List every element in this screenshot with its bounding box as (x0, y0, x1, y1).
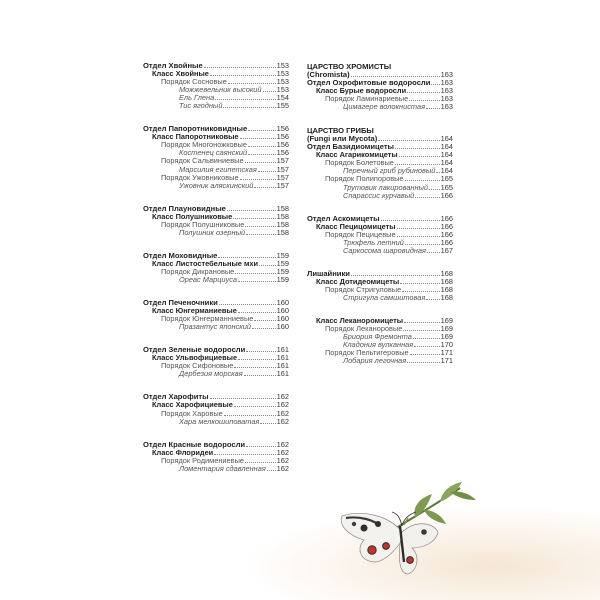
page-number: 157 (276, 164, 289, 174)
page-number: 161 (276, 345, 289, 355)
dot-leader (215, 94, 275, 100)
dot-leader (351, 71, 440, 77)
page-number: 166 (440, 237, 453, 247)
toc-entry-title: Класс Харофициевые (152, 400, 233, 410)
dot-leader (234, 362, 275, 368)
page-number: 157 (276, 172, 289, 182)
dot-leader (400, 278, 440, 284)
toc-section (143, 393, 289, 425)
dot-leader (246, 346, 275, 352)
toc-entry-title: Порядок Родимениевые (161, 455, 245, 465)
dot-leader (429, 184, 440, 190)
page-number: 164 (440, 142, 453, 152)
toc-entry-title: Ломентария сдавленная (179, 463, 266, 473)
page-number: 165 (440, 182, 453, 192)
toc-entry-title: Порядок Сифоновые (161, 361, 234, 371)
toc-section (307, 270, 453, 302)
toc-entry-title: Класс Агарикомицеты (316, 150, 398, 160)
dot-leader (397, 231, 440, 237)
toc-entry-title: Ужовник аляскинский (179, 180, 254, 190)
toc-entry[interactable] (143, 418, 289, 426)
dot-leader (214, 449, 275, 455)
toc-entry-title: Порядок Ламинариевые (325, 94, 409, 104)
toc-section (143, 252, 289, 284)
toc-entry[interactable] (143, 102, 289, 110)
page-number: 167 (440, 245, 453, 255)
page-number: 166 (440, 213, 453, 223)
page-number: 171 (440, 348, 453, 358)
toc-entry-title: Отдел Печеночники (143, 298, 218, 308)
dot-leader (395, 143, 440, 149)
toc-section (307, 317, 453, 365)
dot-leader (210, 70, 276, 76)
toc-entry-title: Порядок Харовые (161, 408, 223, 418)
page-number: 154 (276, 93, 289, 103)
dot-leader (351, 270, 440, 276)
dot-leader (254, 182, 275, 188)
page-number: 164 (440, 158, 453, 168)
page-number: 160 (276, 298, 289, 308)
toc-entry[interactable] (143, 323, 289, 331)
toc-column-right (307, 62, 453, 380)
toc-entry-title: Порядок Пецицевые (325, 229, 396, 239)
toc-entry-title: Отдел Плауновидные (143, 203, 226, 213)
toc-entry[interactable] (143, 229, 289, 237)
toc-entry-title: Класс Листостебельные мхи (152, 258, 259, 268)
toc-entry-title: Отдел Аскомицеты (307, 213, 380, 223)
toc-entry[interactable] (143, 276, 289, 284)
toc-entry-title: Отдел Базидиомицеты (307, 142, 395, 152)
toc-entry-title: Класс Пецицомицеты (316, 221, 396, 231)
page-number: 162 (276, 455, 289, 465)
toc-entry-title: Отдел Охрофитовые водоросли (307, 78, 431, 88)
toc-entry-title: Порядок Полипоровые (325, 174, 404, 184)
dot-leader (259, 260, 276, 266)
dot-leader (240, 133, 276, 139)
page-number: 162 (276, 416, 289, 426)
toc-entry-title: Отдел Папоротниковидные (143, 124, 248, 134)
dot-leader (234, 401, 276, 407)
dot-leader (427, 247, 440, 253)
page-number: 161 (276, 369, 289, 379)
toc-entry-title: Костенец саянский (179, 148, 248, 158)
page-number: 159 (276, 274, 289, 284)
page-number: 158 (276, 211, 289, 221)
dot-leader (204, 62, 276, 68)
dot-leader (218, 252, 275, 258)
dot-leader (245, 457, 276, 463)
toc-entry-title: Отдел Хвойные (143, 61, 203, 70)
kingdom-heading: ЦАРСТВО ХРОМИСТЫ (307, 62, 392, 71)
dot-leader (246, 229, 276, 235)
dot-leader (409, 95, 439, 101)
page-number: 168 (440, 276, 453, 286)
toc-entry-title: Тис ягодный (179, 101, 223, 111)
toc-entry[interactable] (307, 357, 453, 365)
dot-leader (224, 410, 276, 416)
toc-entry-title: Порядок Многоножковые (161, 140, 247, 150)
toc-entry-title: Порядок Полушниковые (161, 219, 245, 229)
dot-leader (238, 307, 276, 313)
dot-leader (415, 192, 439, 198)
toc-section (143, 125, 289, 189)
toc-entry-title: Бриория Фремонта (343, 332, 412, 342)
dot-leader (436, 167, 439, 173)
toc-section (143, 205, 289, 237)
toc-entry-title: Порядок Дикрановые (161, 266, 235, 276)
toc-entry-title: Лишайники (307, 268, 350, 278)
toc-section (143, 441, 289, 473)
page-number: 163 (440, 78, 453, 88)
toc-entry-title: Ореас Марциуса (179, 274, 238, 284)
toc-entry-title: (Fungi или Mycota) (307, 134, 378, 144)
page-number: 169 (440, 316, 453, 326)
toc-entry[interactable] (307, 103, 453, 111)
butterfly-illustration (320, 470, 480, 590)
page-number: 166 (440, 229, 453, 239)
page-number: 163 (440, 86, 453, 96)
toc-entry[interactable] (143, 465, 289, 473)
page-number: 153 (276, 77, 289, 87)
toc-entry-title: Саркосома шаровидная (343, 245, 426, 255)
toc-entry[interactable] (143, 370, 289, 378)
toc-entry-title: Порядок Леканоровые (325, 324, 403, 334)
dot-leader (244, 370, 276, 376)
dot-leader (405, 175, 440, 181)
page-number: 156 (276, 140, 289, 150)
toc-entry-title: Ель Глена (179, 93, 215, 103)
page-number: 171 (440, 356, 453, 366)
dot-leader (227, 205, 276, 211)
page-number: 168 (440, 292, 453, 302)
toc-entry-title: Класс Флоридеи (152, 447, 214, 457)
dot-leader (378, 135, 439, 141)
dot-leader (252, 323, 276, 329)
toc-entry-title: Порядок Стригуловые (325, 284, 402, 294)
dot-leader (395, 159, 440, 165)
page-number: 162 (276, 400, 289, 410)
toc-section (307, 215, 453, 255)
page-number: 159 (276, 258, 289, 268)
dot-leader (402, 286, 439, 292)
dot-leader (258, 166, 276, 172)
toc-entry-title: Класс Папоротниковые (152, 132, 239, 142)
page-number: 156 (276, 148, 289, 158)
dot-leader (263, 86, 276, 92)
toc-entry-title: Класс Юнгерманиевые (152, 306, 237, 316)
toc-section (143, 346, 289, 378)
page-number: 157 (276, 180, 289, 190)
dot-leader (426, 294, 439, 300)
dot-leader (407, 357, 439, 363)
page-number: 163 (440, 94, 453, 104)
toc-entry[interactable] (307, 247, 453, 255)
dot-leader (248, 149, 276, 155)
page-number: 168 (440, 268, 453, 278)
toc-entry-title: Цимагере волокнистая (343, 102, 426, 112)
page-number: 156 (276, 124, 289, 134)
toc-entry-title: Отдел Зеленые водоросли (143, 345, 246, 355)
dot-leader (245, 157, 276, 163)
page-number: 164 (440, 150, 453, 160)
page-number: 169 (440, 332, 453, 342)
toc-entry-title: Стригула самшитовая (343, 292, 426, 302)
toc-section (307, 126, 453, 199)
dot-leader (228, 78, 276, 84)
toc-entry-title: Полушник озерный (179, 227, 246, 237)
dot-leader (235, 268, 275, 274)
page-number: 164 (440, 134, 453, 144)
dot-leader (405, 239, 440, 245)
page-number: 158 (276, 203, 289, 213)
toc-entry-title: Отдел Харофиты (143, 392, 209, 402)
page-number: 161 (276, 361, 289, 371)
dot-leader (245, 221, 275, 227)
dot-leader (210, 393, 276, 399)
page-number: 165 (440, 174, 453, 184)
dot-leader (238, 354, 276, 360)
toc-entry-title: Порядок Юнгерманниевые (161, 314, 254, 324)
toc-entry-title: Порядок Сальвиниевые (161, 156, 244, 166)
dot-leader (254, 315, 275, 321)
page-number: 163 (440, 70, 453, 79)
toc-column-left (143, 62, 289, 488)
toc-entry-title: Класс Ульвофициевые (152, 353, 238, 363)
toc-entry[interactable] (307, 294, 453, 302)
toc-section (143, 62, 289, 110)
toc-entry-title: Класс Леканоромицеты (316, 316, 404, 326)
dot-leader (248, 125, 275, 131)
page-number: 166 (440, 221, 453, 231)
page-number: 170 (440, 340, 453, 350)
page-number: 164 (440, 166, 453, 176)
toc-entry-title: Лобария легочная (343, 356, 407, 366)
dot-leader (223, 102, 275, 108)
dot-leader (404, 317, 440, 323)
page-number: 160 (276, 314, 289, 324)
kingdom-heading: ЦАРСТВО ГРИБЫ (307, 126, 374, 136)
page-number: 159 (276, 250, 289, 260)
toc-entry-title: (Chromista) (307, 70, 350, 79)
dot-leader (403, 325, 439, 331)
page-number: 166 (440, 190, 453, 200)
dot-leader (246, 441, 276, 447)
dot-leader (267, 465, 276, 471)
dot-leader (260, 418, 275, 424)
page-number: 158 (276, 227, 289, 237)
dot-leader (381, 215, 440, 221)
dot-leader (414, 341, 439, 347)
toc-entry-title: Класс Дотидеомицеты (316, 276, 400, 286)
toc-entry-title: Класс Хвойные (152, 69, 209, 79)
dot-leader (431, 79, 439, 85)
page-number: 168 (440, 284, 453, 294)
page-number: 162 (276, 439, 289, 449)
toc-entry-title: Можжевельник высокий (179, 85, 262, 95)
toc-entry-title: Порядок Сосновые (161, 77, 227, 87)
dot-leader (240, 174, 276, 180)
dot-leader (397, 223, 440, 229)
dot-leader (233, 213, 275, 219)
toc-entry-title: Празантус японский (179, 322, 251, 332)
dot-leader (399, 151, 440, 157)
page-number: 159 (276, 266, 289, 276)
toc-entry-title: Трюфель летний (343, 237, 404, 247)
toc-entry-title: Отдел Моховидные (143, 250, 218, 260)
page-number: 162 (276, 408, 289, 418)
dot-leader (238, 276, 276, 282)
dot-leader (410, 349, 440, 355)
toc-entry-title: Кладония вулканная (343, 340, 414, 350)
toc-entry-title: Спарассис курчавый (343, 190, 415, 200)
toc-entry[interactable] (143, 86, 289, 94)
toc-entry-title: Перечный гриб рубиновый (343, 166, 436, 176)
toc-entry[interactable] (143, 182, 289, 190)
dot-leader (219, 299, 276, 305)
page-number: 155 (276, 101, 289, 111)
toc-entry[interactable] (307, 192, 453, 200)
toc-entry-title: Дербезия морская (179, 369, 243, 379)
page-number: 161 (276, 353, 289, 363)
page-number: 162 (276, 447, 289, 457)
page-number: 162 (276, 463, 289, 473)
page-number: 160 (276, 322, 289, 332)
page-number: 157 (276, 156, 289, 166)
dot-leader (426, 103, 440, 109)
page-number: 153 (276, 69, 289, 79)
page-number: 153 (276, 85, 289, 95)
toc-entry-title: Трутовик лакированный (343, 182, 429, 192)
toc-entry-title: Хара мелкошиповатая (179, 416, 260, 426)
page-number: 160 (276, 306, 289, 316)
toc-entry-title: Порядок Ужовниковые (161, 172, 239, 182)
toc-entry-title: Класс Полушниковые (152, 211, 233, 221)
toc-section (307, 62, 453, 111)
toc-entry-title: Марсилия египетская (179, 164, 257, 174)
page-number: 162 (276, 392, 289, 402)
page-number: 156 (276, 132, 289, 142)
toc-section (143, 299, 289, 331)
page-number: 158 (276, 219, 289, 229)
toc-entry-title: Порядок Пельтигеровые (325, 348, 409, 358)
dot-leader (248, 141, 276, 147)
page-number: 169 (440, 324, 453, 334)
dot-leader (407, 87, 440, 93)
toc-entry-title: Порядок Болетовые (325, 158, 394, 168)
page-number: 153 (276, 61, 289, 70)
dot-leader (413, 333, 440, 339)
toc-entry-title: Отдел Красные водоросли (143, 439, 246, 449)
toc-entry-title: Класс Бурые водоросли (316, 86, 407, 96)
page-number: 163 (440, 102, 453, 112)
